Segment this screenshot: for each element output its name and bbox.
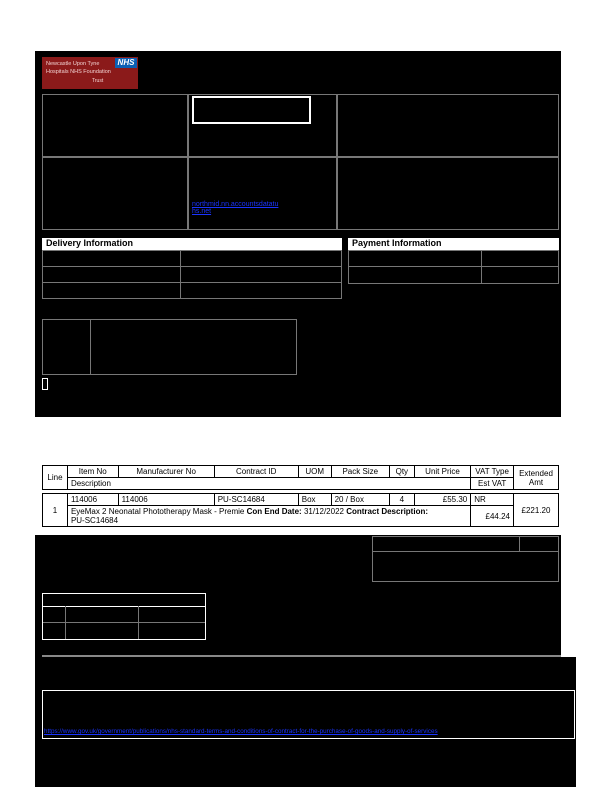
summary-vline <box>138 606 139 639</box>
supplier-email-line-1: northmid.nn.accountsdatatu <box>192 201 279 208</box>
cell-extended-amt: £221.20 <box>514 494 559 527</box>
col-uom-header: UOM <box>298 466 331 478</box>
delivery-title: Delivery Information <box>46 238 134 248</box>
col-description-header: Description <box>67 478 470 490</box>
payment-cell <box>349 251 482 267</box>
contract-desc-label: Contract Description: <box>346 507 429 516</box>
col-manufacturer-header: Manufacturer No <box>118 466 214 478</box>
terms-link[interactable]: https://www.gov.uk/government/publications/nhs-standard-terms-and-conditions-of-contract-for-the-purchase-of-goods-and-supply-of-services <box>44 728 438 735</box>
items-table-wrap <box>42 465 559 527</box>
description-text: EyeMax 2 Neonatal Phototherapy Mask - Premie <box>70 507 245 516</box>
header-cell-4 <box>42 157 188 230</box>
cell-pack-size: 20 / Box <box>331 494 389 506</box>
header-cell-1 <box>42 94 188 157</box>
summary-box <box>42 593 206 640</box>
items-table <box>42 465 559 527</box>
delivery-cell <box>181 267 341 283</box>
con-end-label: Con End Date: <box>246 507 302 516</box>
totals-box <box>372 536 559 582</box>
contract-desc-value: PU-SC14684 <box>70 516 119 525</box>
col-item-no-header: Item No <box>67 466 118 478</box>
cell-vat-type: NR <box>471 494 514 506</box>
con-end-value: 31/12/2022 <box>303 507 344 516</box>
summary-line <box>43 622 205 623</box>
table-row <box>43 494 559 506</box>
payment-table <box>348 250 559 284</box>
totals-divider <box>373 551 558 552</box>
nhs-badge: NHS <box>115 58 137 68</box>
items-header-row <box>43 466 559 478</box>
payment-title: Payment Information <box>352 238 442 248</box>
summary-line <box>43 606 205 607</box>
delivery-cell <box>43 283 181 298</box>
col-qty-header: Qty <box>389 466 414 478</box>
col-est-vat-header: Est VAT <box>471 478 514 490</box>
col-vat-type-header: VAT Type <box>471 466 514 478</box>
supplier-email-link[interactable] <box>192 201 312 215</box>
logo-line-3: Trust <box>92 78 104 84</box>
cell-description <box>67 506 470 527</box>
cell-qty: 4 <box>389 494 414 506</box>
cell-contract-id: PU-SC14684 <box>214 494 298 506</box>
header-cell-5 <box>188 157 337 230</box>
logo-line-1: Newcastle Upon Tyne <box>46 61 100 67</box>
col-pack-size-header: Pack Size <box>331 466 389 478</box>
cell-manufacturer-no: 114006 <box>118 494 214 506</box>
cell-line: 1 <box>43 494 68 527</box>
cell-unit-price: £55.30 <box>414 494 470 506</box>
cell-uom: Box <box>298 494 331 506</box>
notes-divider <box>90 320 91 374</box>
header-cell-6 <box>337 157 559 230</box>
delivery-cell <box>181 251 341 267</box>
nhs-logo <box>42 57 138 89</box>
delivery-cell <box>43 251 181 267</box>
delivery-cell <box>43 267 181 283</box>
totals-divider-v <box>519 537 520 551</box>
logo-line-2: Hospitals NHS Foundation <box>46 69 111 75</box>
cell-item-no: 114006 <box>67 494 118 506</box>
small-checkbox[interactable] <box>42 378 48 390</box>
col-line-header: Line <box>43 466 68 490</box>
notes-box <box>42 319 297 375</box>
cell-est-vat: £44.24 <box>471 506 514 527</box>
summary-vline <box>65 606 66 639</box>
table-row-description <box>43 506 559 527</box>
payment-title-bar <box>348 238 559 250</box>
items-header-row-2 <box>43 478 559 490</box>
delivery-table <box>42 250 342 299</box>
header-white-box <box>192 96 311 124</box>
col-contract-header: Contract ID <box>214 466 298 478</box>
delivery-title-bar <box>42 238 342 250</box>
header-cell-3 <box>337 94 559 157</box>
supplier-email-line-2: hs.net <box>192 208 212 215</box>
payment-cell <box>349 267 482 283</box>
col-extended-header: Extended Amt <box>514 466 559 490</box>
payment-cell <box>482 251 558 267</box>
col-unit-price-header: Unit Price <box>414 466 470 478</box>
